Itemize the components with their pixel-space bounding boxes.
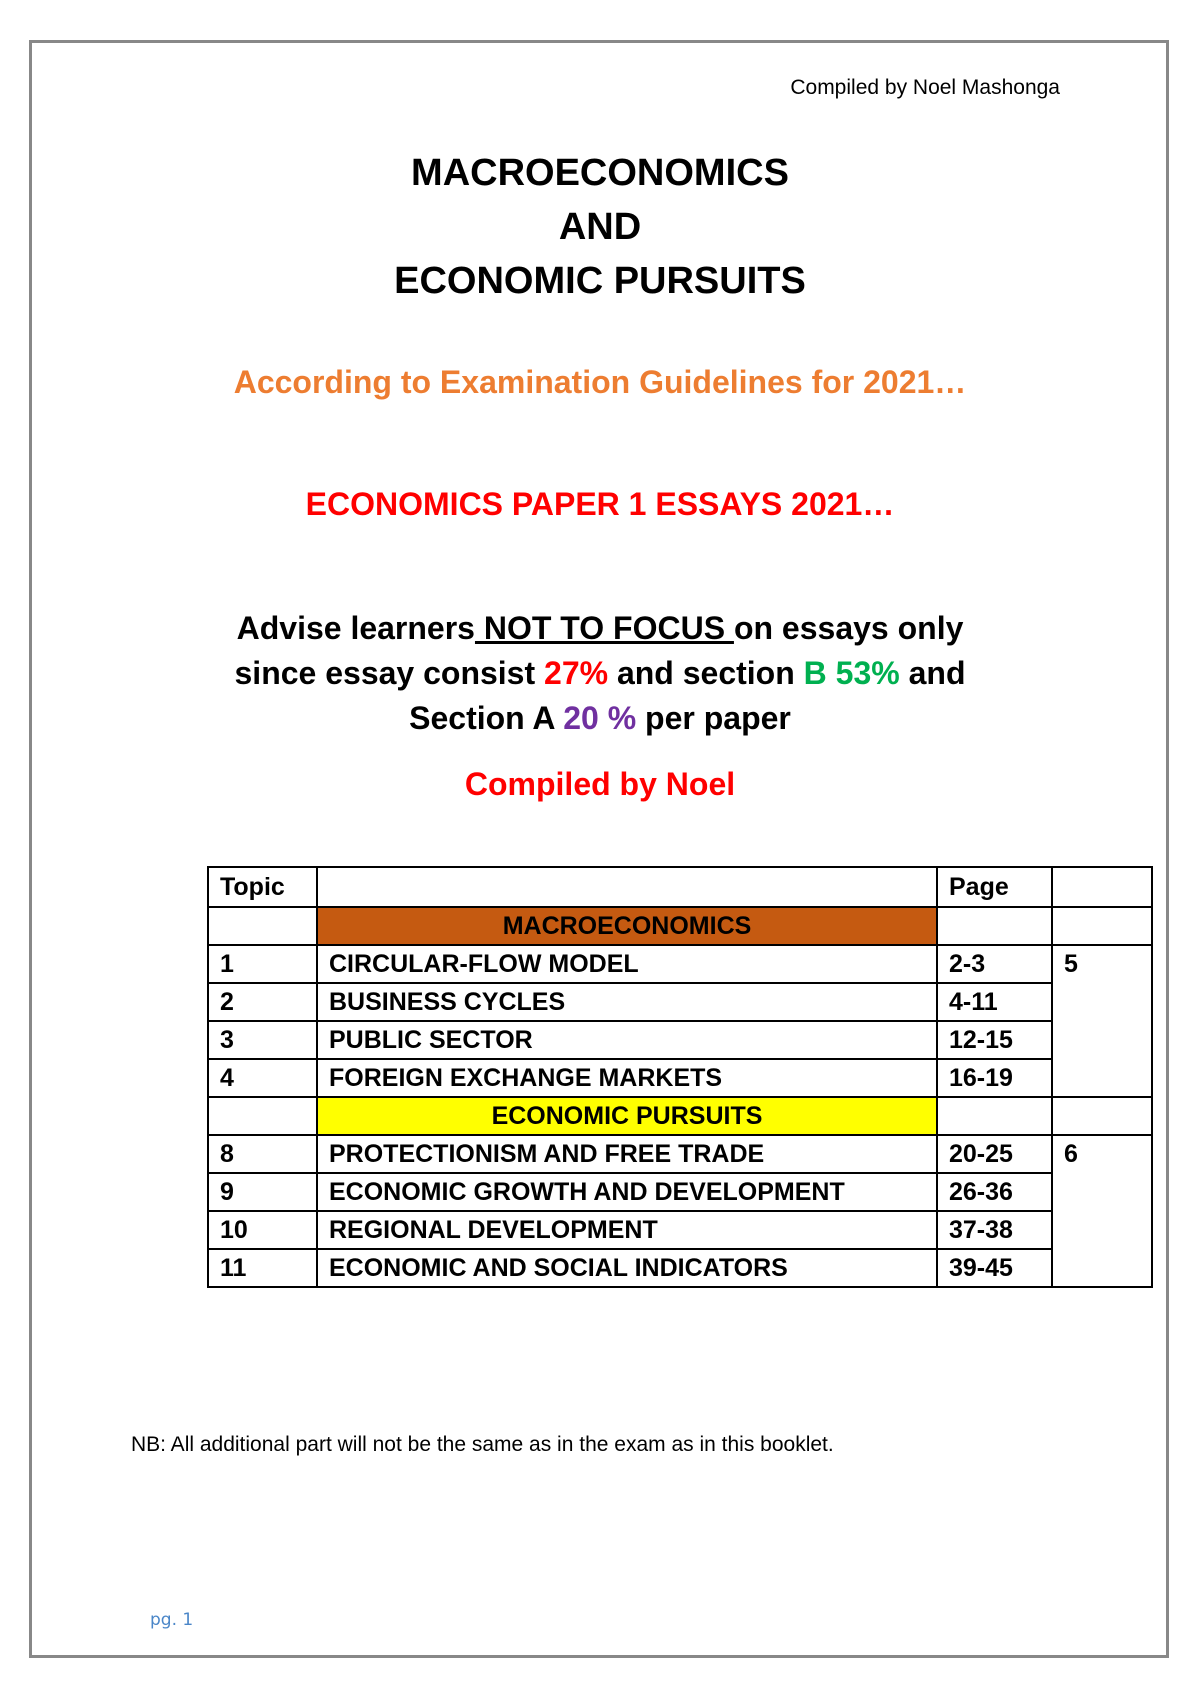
toc-cell-blank <box>937 907 1052 945</box>
topic-title: CIRCULAR-FLOW MODEL <box>317 945 937 983</box>
topic-pages: 37-38 <box>937 1211 1052 1249</box>
table-row <box>208 1211 1152 1249</box>
topic-title: PUBLIC SECTOR <box>317 1021 937 1059</box>
toc-cell-blank <box>1052 907 1152 945</box>
topic-pages: 26-36 <box>937 1173 1052 1211</box>
advice-emphasis: NOT TO FOCUS <box>474 610 734 646</box>
paper-number: 5 <box>1052 945 1152 1097</box>
title-line-3: ECONOMIC PURSUITS <box>394 260 806 302</box>
advice-text: and <box>899 655 966 691</box>
toc-header-paper <box>1052 867 1152 907</box>
paper-number: 6 <box>1052 1135 1152 1287</box>
topic-number: 2 <box>208 983 317 1021</box>
paper-title: ECONOMICS PAPER 1 ESSAYS 2021… <box>305 486 895 522</box>
advice-line-1 <box>0 606 1200 651</box>
topic-number: 4 <box>208 1059 317 1097</box>
advice-line-2 <box>0 651 1200 696</box>
toc-section-row <box>208 907 1152 945</box>
topic-title: ECONOMIC AND SOCIAL INDICATORS <box>317 1249 937 1287</box>
topic-title: PROTECTIONISM AND FREE TRADE <box>317 1135 937 1173</box>
table-row <box>208 1249 1152 1287</box>
title-line-1: MACROECONOMICS <box>411 152 789 194</box>
advice-text: Advise learners <box>236 610 475 646</box>
topic-pages: 20-25 <box>937 1135 1052 1173</box>
section-a-percent: 20 % <box>563 700 637 736</box>
section-b-percent: B 53% <box>803 655 900 691</box>
section-macroeconomics: MACROECONOMICS <box>317 907 937 945</box>
topic-pages: 16-19 <box>937 1059 1052 1097</box>
topic-pages: 39-45 <box>937 1249 1052 1287</box>
toc-cell-blank <box>208 1097 317 1135</box>
topic-number: 10 <box>208 1211 317 1249</box>
table-row <box>208 1021 1152 1059</box>
advice-text: per paper <box>636 700 791 736</box>
topic-title: ECONOMIC GROWTH AND DEVELOPMENT <box>317 1173 937 1211</box>
topic-pages: 4-11 <box>937 983 1052 1021</box>
advice-text: since essay consist <box>234 655 545 691</box>
advice-paragraph <box>0 606 1200 741</box>
subtitle: According to Examination Guidelines for 2021… <box>233 364 967 400</box>
title-line-2: AND <box>558 206 642 248</box>
advice-line-3 <box>0 696 1200 741</box>
topic-title: BUSINESS CYCLES <box>317 983 937 1021</box>
document-title <box>0 146 1200 308</box>
page-number: pg. 1 <box>150 1610 194 1630</box>
essay-percent: 27% <box>544 655 609 691</box>
toc-cell-blank <box>1052 1097 1152 1135</box>
toc-header-topic: Topic <box>208 867 317 907</box>
table-row <box>208 1059 1152 1097</box>
toc-section-row <box>208 1097 1152 1135</box>
topic-pages: 12-15 <box>937 1021 1052 1059</box>
topic-number: 9 <box>208 1173 317 1211</box>
table-of-contents <box>207 866 1153 1288</box>
topic-number: 8 <box>208 1135 317 1173</box>
topic-title: FOREIGN EXCHANGE MARKETS <box>317 1059 937 1097</box>
toc-header-page: Page <box>937 867 1052 907</box>
topic-number: 1 <box>208 945 317 983</box>
table-row <box>208 983 1152 1021</box>
advice-text: on essays only <box>733 610 964 646</box>
header-credit: Compiled by Noel Mashonga <box>790 76 1060 99</box>
topic-title: REGIONAL DEVELOPMENT <box>317 1211 937 1249</box>
topic-pages: 2-3 <box>937 945 1052 983</box>
toc-header-row <box>208 867 1152 907</box>
nb-note: NB: All additional part will not be the same as in the exam as in this booklet. <box>131 1433 834 1456</box>
toc-cell-blank <box>937 1097 1052 1135</box>
topic-number: 3 <box>208 1021 317 1059</box>
table-row <box>208 945 1152 983</box>
toc-cell-blank <box>208 907 317 945</box>
topic-number: 11 <box>208 1249 317 1287</box>
section-economic-pursuits: ECONOMIC PURSUITS <box>317 1097 937 1135</box>
toc-header-blank <box>317 867 937 907</box>
table-row <box>208 1173 1152 1211</box>
advice-text: Section A <box>409 700 564 736</box>
table-row <box>208 1135 1152 1173</box>
compiled-by: Compiled by Noel <box>464 766 736 802</box>
advice-text: and section <box>608 655 804 691</box>
